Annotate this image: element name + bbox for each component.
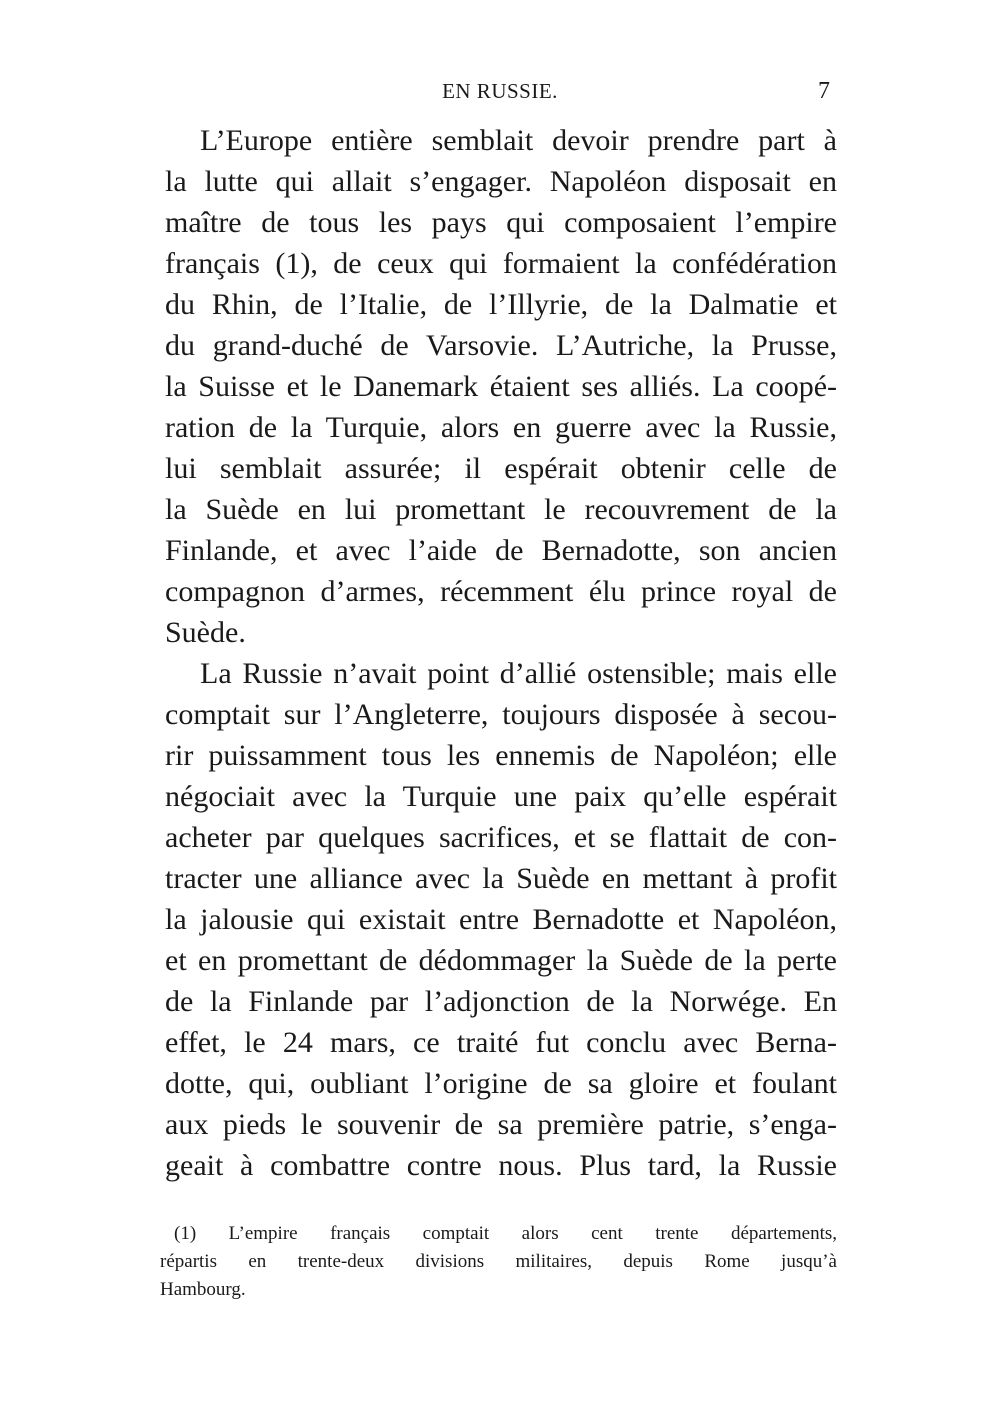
text-line: la lutte qui allait s’engager. Napoléon disposait en: [165, 165, 837, 198]
running-head: [0, 76, 1000, 106]
text-line: geait à combattre contre nous. Plus tard, la Russie: [165, 1149, 837, 1182]
text-line: la Suisse et le Danemark étaient ses alliés. La coopé-: [165, 370, 837, 403]
text-line: Suède.: [165, 616, 246, 649]
page-number: 7: [818, 78, 830, 104]
text-line: effet, le 24 mars, ce traité fut conclu avec Berna-: [165, 1026, 837, 1059]
text-line: acheter par quelques sacrifices, et se flattait de con-: [165, 821, 837, 854]
text-line: ration de la Turquie, alors en guerre avec la Russie,: [165, 411, 837, 444]
paragraph-2: [165, 653, 837, 1186]
text-line: du grand-duché de Varsovie. L’Autriche, la Prusse,: [165, 329, 837, 362]
text-line: comptait sur l’Angleterre, toujours disposée à secou-: [165, 698, 837, 731]
text-line: maître de tous les pays qui composaient l’empire: [165, 206, 837, 239]
text-line: du Rhin, de l’Italie, de l’Illyrie, de la Dalmatie et: [165, 288, 837, 321]
text-line: aux pieds le souvenir de sa première patrie, s’enga-: [165, 1108, 837, 1141]
text-line: tracter une alliance avec la Suède en mettant à profit: [165, 862, 837, 895]
footnote-line: Hambourg.: [160, 1279, 246, 1300]
text-line: compagnon d’armes, récemment élu prince royal de: [165, 575, 837, 608]
text-line: et en promettant de dédommager la Suède de la perte: [165, 944, 837, 977]
text-line: français (1), de ceux qui formaient la confédération: [165, 247, 837, 280]
text-line: Finlande, et avec l’aide de Bernadotte, son ancien: [165, 534, 837, 567]
text-line: L’Europe entière semblait devoir prendre part à: [200, 124, 837, 157]
footnote: [160, 1220, 837, 1304]
text-line: La Russie n’avait point d’allié ostensible; mais elle: [200, 657, 837, 690]
body-text: [165, 120, 837, 1186]
text-line: rir puissamment tous les ennemis de Napoléon; elle: [165, 739, 837, 772]
text-line: la Suède en lui promettant le recouvrement de la: [165, 493, 837, 526]
running-title: EN RUSSIE.: [442, 79, 558, 103]
text-line: négociait avec la Turquie une paix qu’elle espérait: [165, 780, 837, 813]
footnote-line: répartis en trente-deux divisions militaires, depuis Rome jusqu’à: [160, 1251, 837, 1272]
paragraph-1: [165, 120, 837, 653]
text-line: de la Finlande par l’adjonction de la Norwége. En: [165, 985, 837, 1018]
footnote-line: (1) L’empire français comptait alors cent trente départements,: [174, 1223, 837, 1244]
text-line: dotte, qui, oubliant l’origine de sa gloire et foulant: [165, 1067, 837, 1100]
text-line: la jalousie qui existait entre Bernadotte et Napoléon,: [165, 903, 837, 936]
text-line: lui semblait assurée; il espérait obtenir celle de: [165, 452, 837, 485]
